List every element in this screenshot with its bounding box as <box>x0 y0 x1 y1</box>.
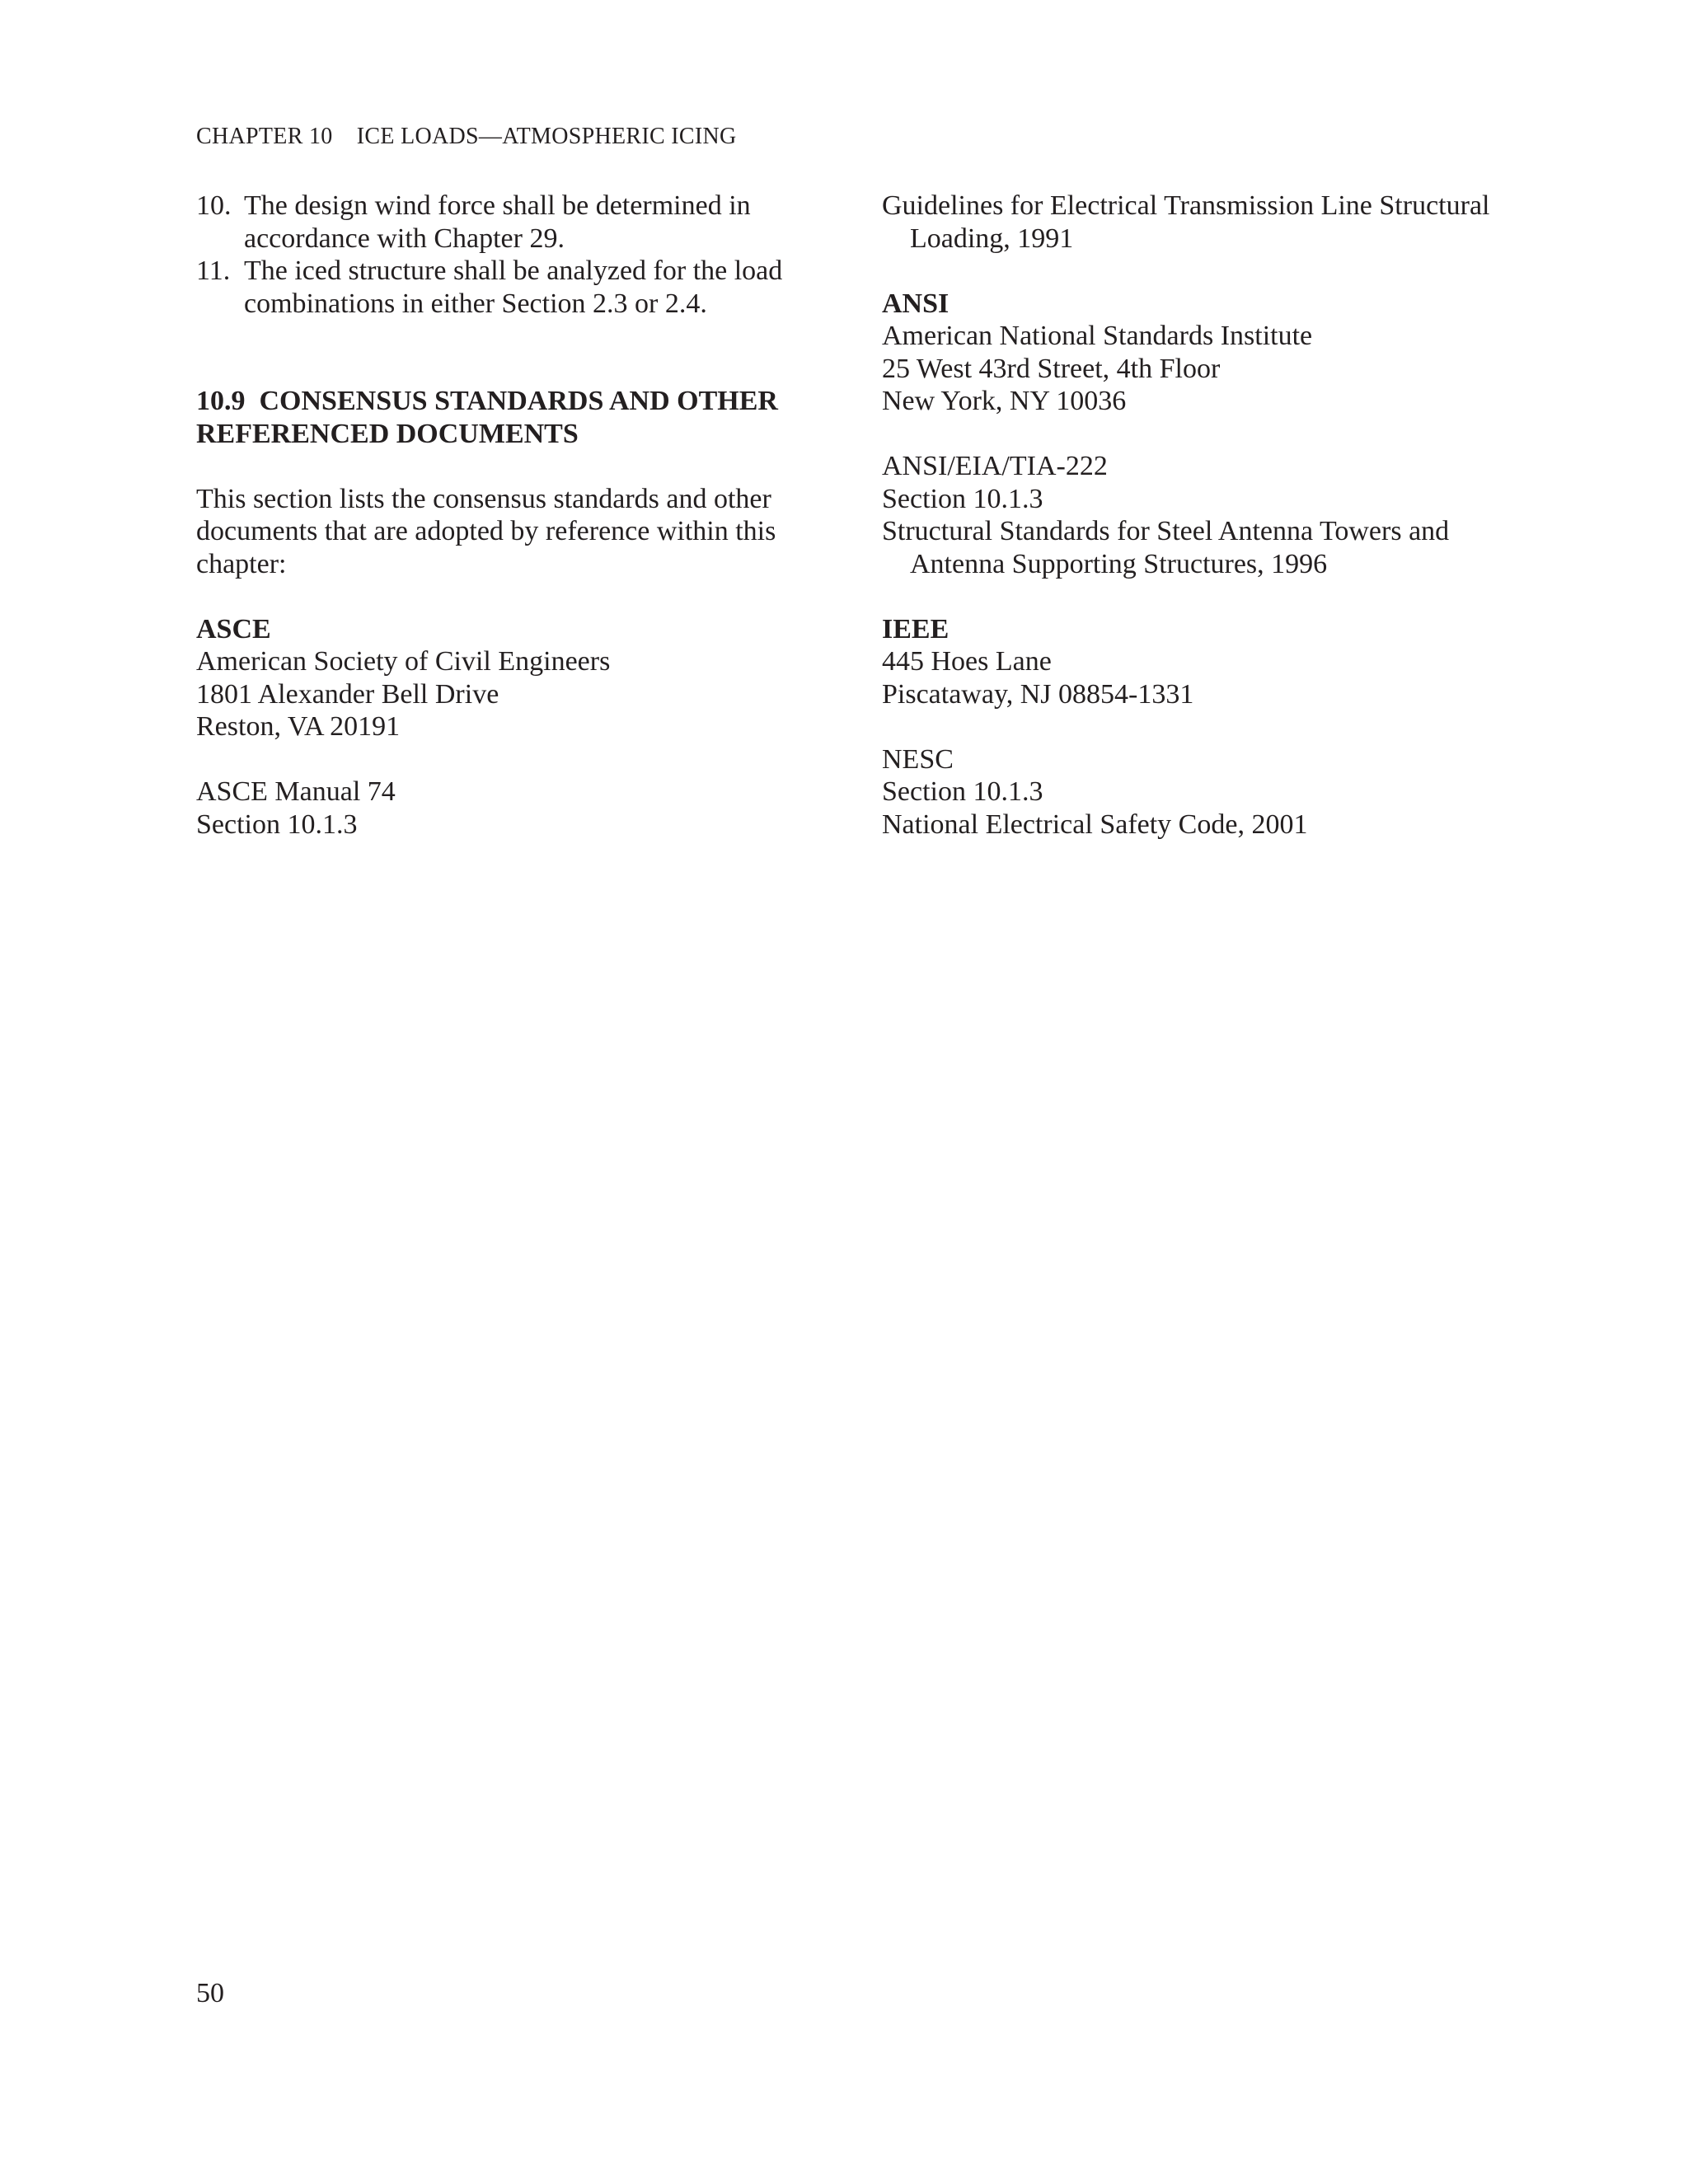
right-column <box>882 190 1508 841</box>
list-text: The iced structure shall be analyzed for the load combinations in either Section 2.3 or 2.4. <box>244 255 783 319</box>
ansi-address2: New York, NY 10036 <box>882 386 1127 416</box>
ansi-doc-title: Structural Standards for Steel Antenna Towers and Antenna Supporting Structures, 1996 <box>882 516 1450 579</box>
running-head: CHAPTER 10 ICE LOADS—ATMOSPHERIC ICING <box>196 124 737 149</box>
asce-acronym: ASCE <box>196 613 271 644</box>
ansi-acronym: ANSI <box>882 288 950 319</box>
list-item <box>196 190 823 255</box>
list-text: The design wind force shall be determined in accordance with Chapter 29. <box>244 190 751 254</box>
asce-doc-section: Section 10.1.3 <box>196 808 358 840</box>
section-intro: This section lists the consensus standards and other documents that are adopted by reference within this chapter: <box>196 483 776 579</box>
ieee-doc-title: National Electrical Safety Code, 2001 <box>882 808 1308 840</box>
ansi-address1: 25 West 43rd Street, 4th Floor <box>882 353 1221 384</box>
ieee-acronym: IEEE <box>882 613 950 644</box>
asce-address1: 1801 Alexander Bell Drive <box>196 678 499 710</box>
asce-address2: Reston, VA 20191 <box>196 711 401 742</box>
ieee-doc-section: Section 10.1.3 <box>882 776 1043 807</box>
ieee-doc-id: NESC <box>882 743 954 775</box>
ansi-doc-section: Section 10.1.3 <box>882 483 1043 514</box>
ieee-address2: Piscataway, NJ 08854-1331 <box>882 678 1194 710</box>
asce-doc-title: Guidelines for Electrical Transmission Line Structural Loading, 1991 <box>882 190 1490 254</box>
list-item <box>196 255 823 320</box>
section-heading <box>196 385 823 450</box>
section-heading-line2: REFERENCED DOCUMENTS <box>196 418 579 449</box>
list-number: 11. <box>196 255 231 286</box>
ansi-doc-id: ANSI/EIA/TIA-222 <box>882 451 1108 481</box>
asce-doc-id: ASCE Manual 74 <box>196 776 396 807</box>
ansi-name: American National Standards Institute <box>882 321 1313 351</box>
page-number: 50 <box>196 1978 224 2008</box>
asce-name: American Society of Civil Engineers <box>196 646 611 677</box>
section-heading-line1: 10.9 CONSENSUS STANDARDS AND OTHER <box>196 386 778 416</box>
ieee-address1: 445 Hoes Lane <box>882 646 1052 677</box>
list-number: 10. <box>196 190 232 221</box>
left-column <box>196 190 823 841</box>
